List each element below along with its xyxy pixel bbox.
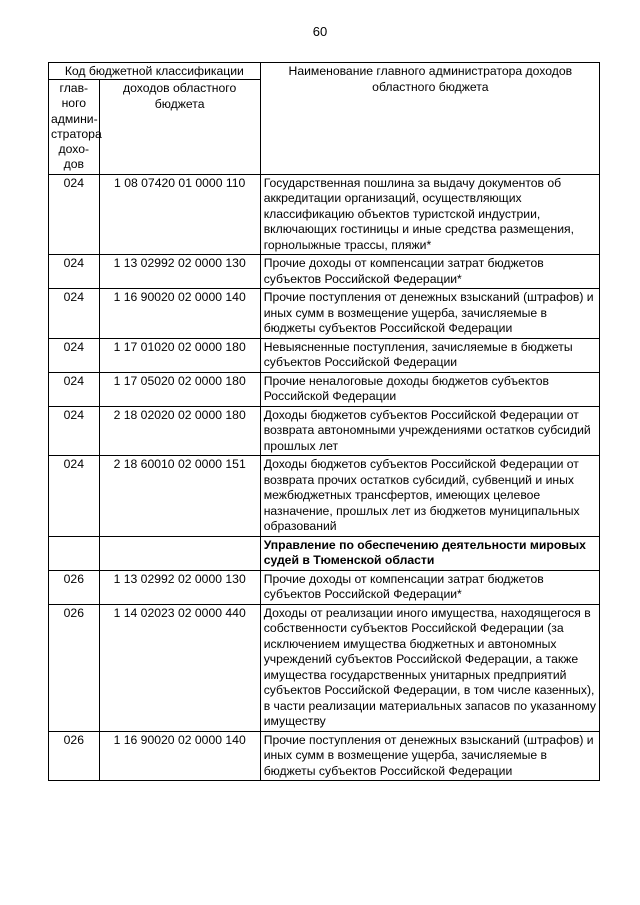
name-cell: Государственная пошлина за выдачу документов об аккредитации организаций, осуществляющих классификацию объектов туристской индустрии, включающих гостиницы и иные средства размещения, горнолыжные трассы, пляжи* [260,174,599,255]
admin-code-cell: 026 [49,570,100,604]
table-row [49,372,600,406]
income-code-cell: 1 17 01020 02 0000 180 [99,338,260,372]
income-code-cell: 1 13 02992 02 0000 130 [99,255,260,289]
name-cell: Прочие доходы от компенсации затрат бюджетов субъектов Российской Федерации* [260,570,599,604]
income-code-cell: 1 13 02992 02 0000 130 [99,570,260,604]
header-classification-code: Код бюджетной классификации [49,63,261,80]
income-code-cell: 1 08 07420 01 0000 110 [99,174,260,255]
table-row [49,338,600,372]
admin-code-cell: 024 [49,456,100,537]
name-cell: Прочие доходы от компенсации затрат бюджетов субъектов Российской Федерации* [260,255,599,289]
name-cell: Невыясненные поступления, зачисляемые в бюджеты субъектов Российской Федерации [260,338,599,372]
income-code-cell: 1 14 02023 02 0000 440 [99,604,260,731]
table-row [49,406,600,456]
table-row [49,570,600,604]
header-administrator-name: Наименование главного администратора доходов областного бюджета [260,63,599,175]
name-cell: Прочие неналоговые доходы бюджетов субъектов Российской Федерации [260,372,599,406]
admin-code-cell: 024 [49,406,100,456]
name-cell: Доходы бюджетов субъектов Российской Федерации от возврата прочих остатков субсидий, субвенций и иных межбюджетных трансфертов, имеющих целевое назначение, прошлых лет из бюджетов муниципальных образований [260,456,599,537]
table-row [49,289,600,339]
section-row [49,536,600,570]
table-row [49,604,600,731]
name-cell: Доходы от реализации иного имущества, находящегося в собственности субъектов Российской Федерации (за исключением имущества бюджетных и автономных учреждений субъектов Российской Федерации, а также имущества государственных унитарных предприятий субъектов Российской Федерации, в том числе казенных), в части реализации материальных запасов по указанному имуществу [260,604,599,731]
income-code-cell [99,536,260,570]
table-header [49,63,600,175]
admin-code-cell: 024 [49,372,100,406]
table-row [49,255,600,289]
page-number: 60 [312,24,328,39]
header-admin-code: глав-ного админи-стратора дохо-дов [49,80,100,175]
table-row [49,456,600,537]
income-code-cell: 2 18 02020 02 0000 180 [99,406,260,456]
admin-code-cell: 026 [49,604,100,731]
name-cell: Доходы бюджетов субъектов Российской Федерации от возврата автономными учреждениями остатков субсидий прошлых лет [260,406,599,456]
admin-code-cell [49,536,100,570]
table-row [49,731,600,781]
admin-code-cell: 026 [49,731,100,781]
name-cell: Прочие поступления от денежных взысканий (штрафов) и иных сумм в возмещение ущерба, зачисляемые в бюджеты субъектов Российской Федерации [260,289,599,339]
income-code-cell: 1 16 90020 02 0000 140 [99,289,260,339]
table-body [49,174,600,781]
admin-code-cell: 024 [49,174,100,255]
name-cell: Управление по обеспечению деятельности мировых судей в Тюменской области [260,536,599,570]
header-income-code: доходов областного бюджета [99,80,260,175]
admin-code-cell: 024 [49,255,100,289]
name-cell: Прочие поступления от денежных взысканий (штрафов) и иных сумм в возмещение ущерба, зачисляемые в бюджеты субъектов Российской Федерации [260,731,599,781]
admin-code-cell: 024 [49,338,100,372]
admin-code-cell: 024 [49,289,100,339]
table-row [49,174,600,255]
income-code-cell: 1 17 05020 02 0000 180 [99,372,260,406]
budget-classification-table [48,62,600,781]
income-code-cell: 2 18 60010 02 0000 151 [99,456,260,537]
income-code-cell: 1 16 90020 02 0000 140 [99,731,260,781]
